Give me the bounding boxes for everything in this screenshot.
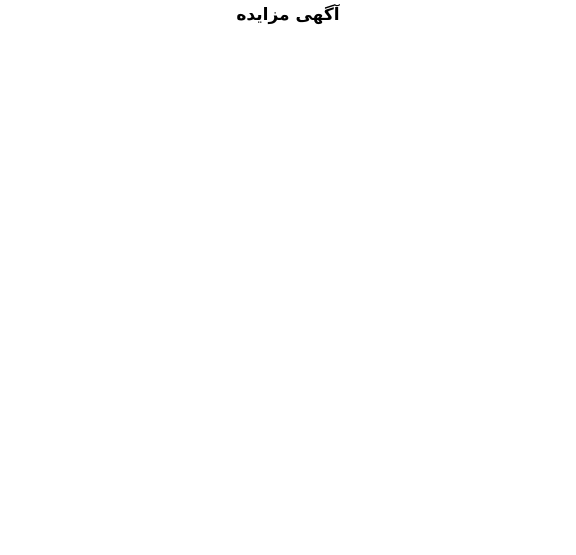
signature-line-2 (6, 489, 570, 504)
signature-line-1 (6, 474, 570, 489)
notice-column-right (292, 28, 570, 468)
notice-column-left (6, 28, 284, 468)
signature-line-3 (6, 504, 570, 519)
notice-title: آگهی مزایده (236, 5, 340, 25)
notice-body (6, 28, 570, 468)
signature-block (6, 474, 570, 519)
